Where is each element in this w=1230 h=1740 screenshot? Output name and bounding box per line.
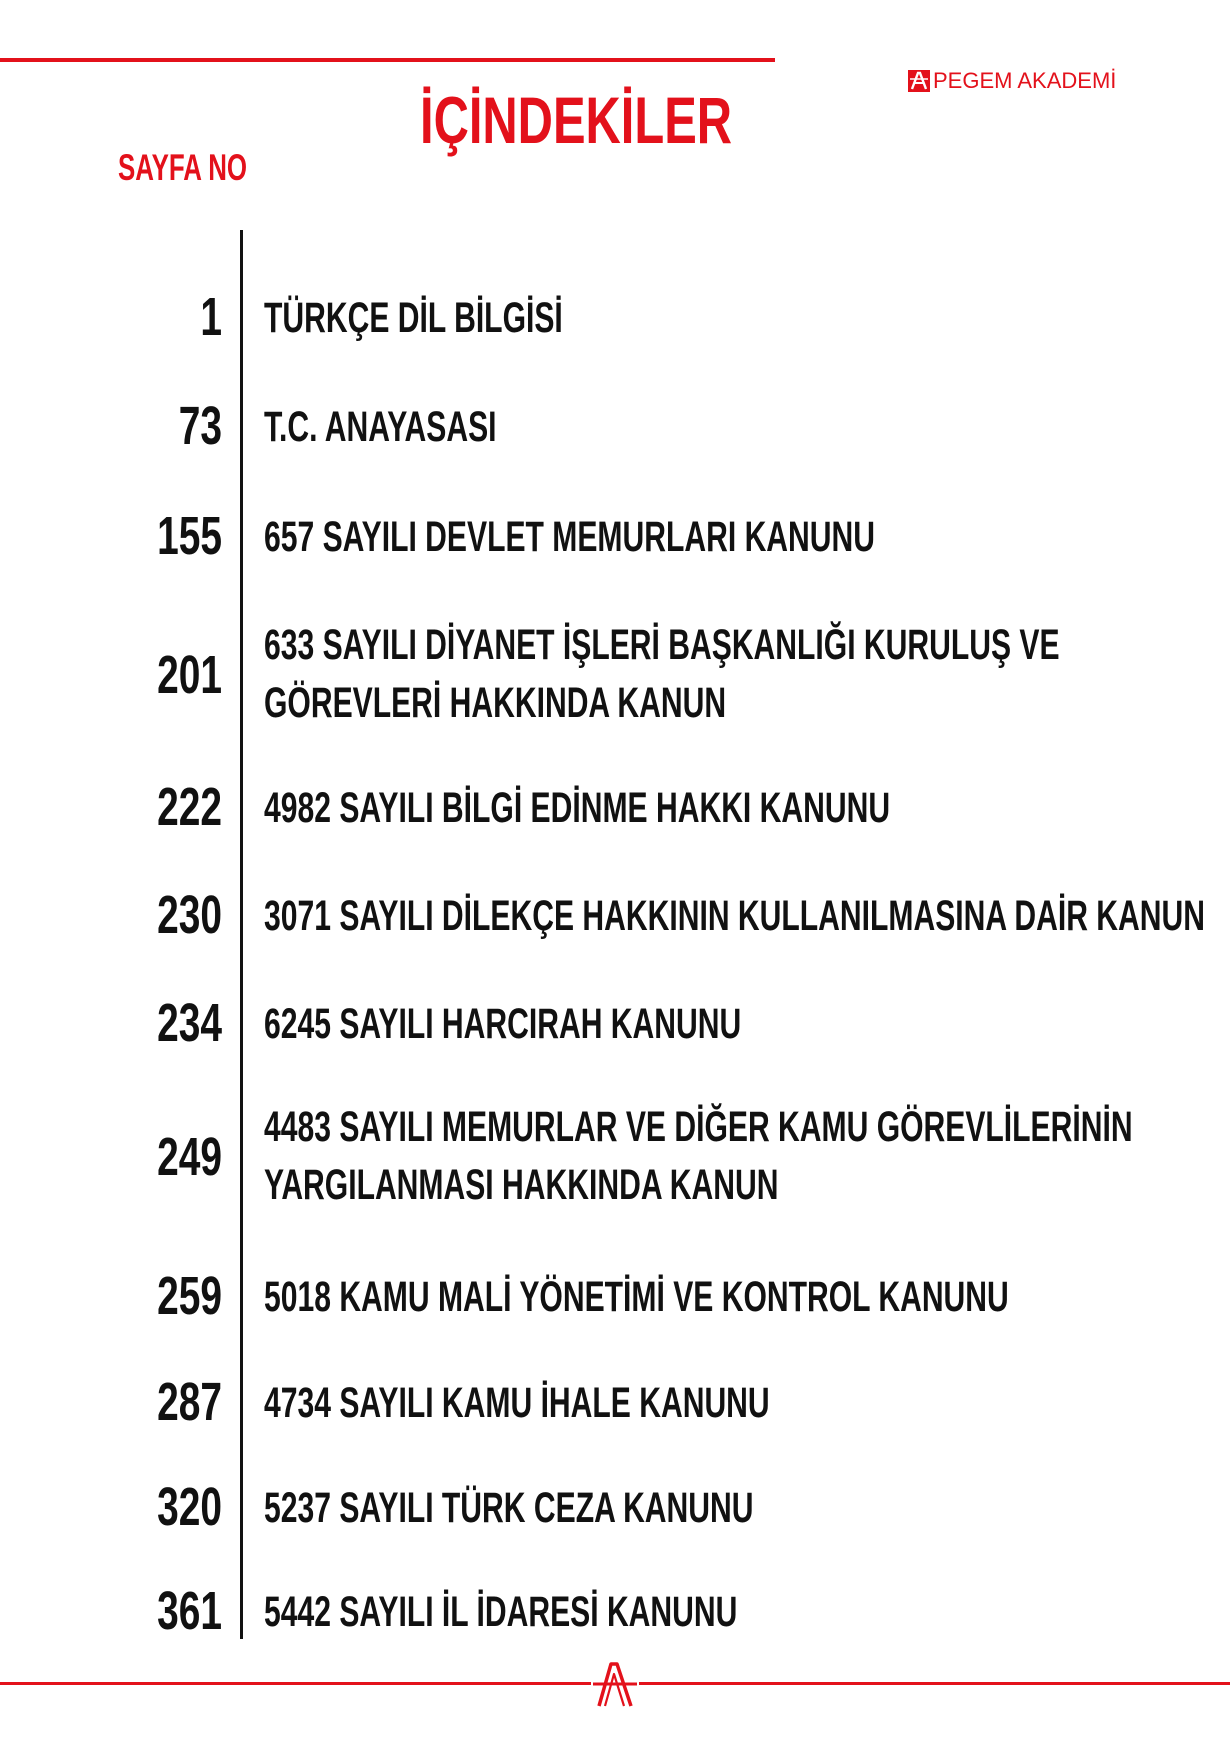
toc-entry-title-continued: YARGILANMASI HAKKINDA KANUN	[264, 1161, 779, 1209]
toc-page-number: 361	[157, 1581, 222, 1641]
toc-entry-title: 5018 KAMU MALİ YÖNETİMİ VE KONTROL KANUNU	[264, 1273, 1009, 1321]
toc-entry-title: 5237 SAYILI TÜRK CEZA KANUNU	[264, 1484, 754, 1532]
toc-page-number: 287	[157, 1372, 222, 1432]
toc-entry-title: 4734 SAYILI KAMU İHALE KANUNU	[264, 1379, 770, 1427]
toc-page-number: 155	[157, 506, 222, 566]
toc-entry-title: 657 SAYILI DEVLET MEMURLARI KANUNU	[264, 513, 876, 561]
toc-entry-title: 4483 SAYILI MEMURLAR VE DİĞER KAMU GÖREVLİLERİNİN	[264, 1103, 1133, 1151]
toc-page-number: 201	[157, 645, 222, 705]
toc-entry-title: 6245 SAYILI HARCIRAH KANUNU	[264, 1000, 742, 1048]
toc-page-number: 1	[200, 287, 222, 347]
toc-entry-title: 4982 SAYILI BİLGİ EDİNME HAKKI KANUNU	[264, 784, 891, 832]
publisher-name: PEGEM AKADEMİ	[933, 68, 1117, 93]
toc-page-number: 259	[157, 1266, 222, 1326]
toc-page-number: 320	[157, 1477, 222, 1537]
toc-entry-title: 633 SAYILI DİYANET İŞLERİ BAŞKANLIĞI KURULUŞ VE	[264, 621, 1060, 669]
pegem-a-logo-icon	[591, 1658, 639, 1710]
page-title: İÇİNDEKİLER	[420, 83, 733, 157]
toc-page-number: 230	[157, 885, 222, 945]
toc-page-number: 73	[178, 396, 222, 456]
toc-entry-title: TÜRKÇE DİL BİLGİSİ	[264, 294, 563, 342]
toc-entry-title-continued: GÖREVLERİ HAKKINDA KANUN	[264, 679, 727, 727]
toc-entry-title: T.C. ANAYASASI	[264, 403, 497, 451]
toc-entry-title: 5442 SAYILI İL İDARESİ KANUNU	[264, 1588, 738, 1636]
toc-page-number: 249	[157, 1127, 222, 1187]
toc-page-number: 234	[157, 993, 222, 1053]
page-number-column-label: SAYFA NO	[118, 147, 248, 188]
toc-entry-title: 3071 SAYILI DİLEKÇE HAKKININ KULLANILMASINA DAİR KANUN	[264, 892, 1205, 940]
toc-page-number: 222	[157, 777, 222, 837]
